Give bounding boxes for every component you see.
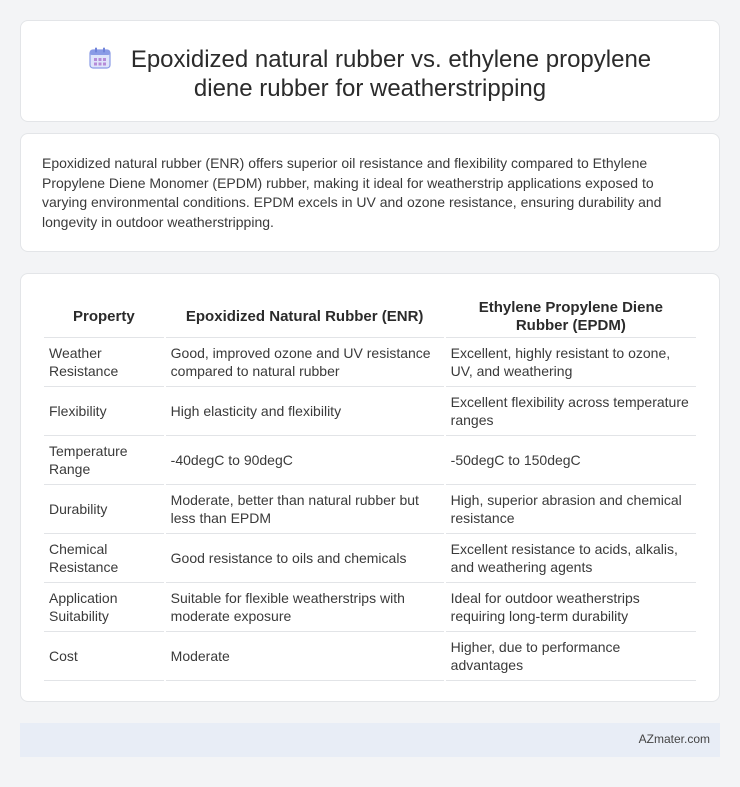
- row-epdm-value: Excellent flexibility across temperature ranges: [446, 387, 696, 436]
- row-property: Weather Resistance: [44, 338, 164, 387]
- title-card: [20, 20, 720, 122]
- column-header-enr: Epoxidized Natural Rubber (ENR): [166, 297, 444, 338]
- column-header-property: Property: [44, 297, 164, 338]
- row-enr-value: -40degC to 90degC: [166, 436, 444, 485]
- row-property: Cost: [44, 632, 164, 681]
- summary-card: [20, 133, 720, 252]
- row-enr-value: Moderate: [166, 632, 444, 681]
- row-enr-value: Suitable for flexible weatherstrips with moderate exposure: [166, 583, 444, 632]
- row-epdm-value: -50degC to 150degC: [446, 436, 696, 485]
- table-row: [44, 534, 696, 583]
- footer-site-link[interactable]: AZmater.com: [638, 732, 710, 746]
- row-property: Durability: [44, 485, 164, 534]
- table-row: [44, 632, 696, 681]
- table-row: [44, 387, 696, 436]
- row-property: Chemical Resistance: [44, 534, 164, 583]
- row-enr-value: High elasticity and flexibility: [166, 387, 444, 436]
- table-row: [44, 338, 696, 387]
- row-epdm-value: Higher, due to performance advantages: [446, 632, 696, 681]
- summary-text: Epoxidized natural rubber (ENR) offers superior oil resistance and flexibility compared to Ethylene Propylene Diene Monomer (EPDM) rubber, making it ideal for weatherstrip applications exposed to varying environmental conditions. EPDM excels in UV and ozone resistance, ensuring durability and longevity in outdoor weatherstripping.: [42, 155, 662, 230]
- row-enr-value: Moderate, better than natural rubber but less than EPDM: [166, 485, 444, 534]
- column-header-epdm: Ethylene Propylene Diene Rubber (EPDM): [446, 297, 696, 338]
- row-property: Application Suitability: [44, 583, 164, 632]
- comparison-table: [42, 297, 698, 681]
- row-epdm-value: Excellent resistance to acids, alkalis, and weathering agents: [446, 534, 696, 583]
- row-epdm-value: Ideal for outdoor weatherstrips requiring long-term durability: [446, 583, 696, 632]
- row-property: Flexibility: [44, 387, 164, 436]
- page-title: [61, 45, 679, 103]
- calendar-icon: [89, 47, 111, 69]
- page-title-text: Epoxidized natural rubber vs. ethylene propylene diene rubber for weatherstripping: [130, 46, 652, 102]
- row-enr-value: Good, improved ozone and UV resistance compared to natural rubber: [166, 338, 444, 387]
- table-row: [44, 583, 696, 632]
- row-property: Temperature Range: [44, 436, 164, 485]
- table-row: [44, 436, 696, 485]
- table-row: [44, 485, 696, 534]
- comparison-card: [20, 273, 720, 702]
- row-epdm-value: Excellent, highly resistant to ozone, UV, and weathering: [446, 338, 696, 387]
- row-epdm-value: High, superior abrasion and chemical resistance: [446, 485, 696, 534]
- table-header-row: [44, 297, 696, 338]
- row-enr-value: Good resistance to oils and chemicals: [166, 534, 444, 583]
- footer-bar: [20, 723, 720, 757]
